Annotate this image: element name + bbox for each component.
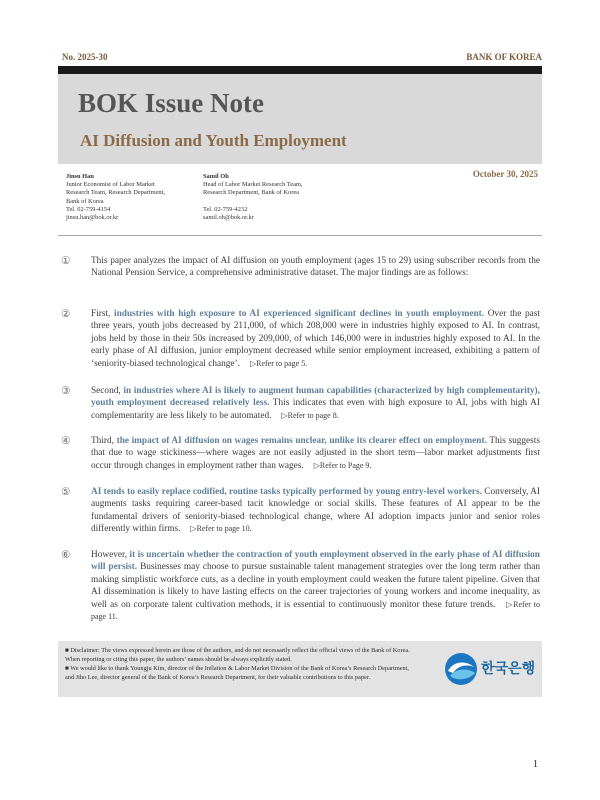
top-bar [58, 66, 542, 74]
spacer [203, 198, 343, 206]
item-number: ① [61, 256, 71, 267]
author-2 [203, 173, 343, 222]
author-role-line: Head of Labor Market Research Team, [203, 181, 303, 189]
disclaimer-text [65, 646, 417, 682]
key-finding: it is uncertain whether the contraction of youth employment observed in the early phase of AI diffusion will persist. [91, 550, 540, 573]
page-subtitle: AI Diffusion and Youth Employment [80, 131, 347, 150]
key-finding: AI tends to easily replace codified, routine tasks typically performed by young entry-level workers. [91, 487, 482, 497]
paragraph-text: This indicates that even with high exposure to AI, jobs with high AI complementarity are less likely to be automated. [91, 398, 540, 421]
divider [58, 235, 542, 236]
paragraph-lead: However, [91, 550, 130, 560]
item-number: ③ [61, 386, 71, 397]
author-name: Samil Oh [203, 173, 229, 180]
acknowledgement-line: ■ We would like to thank Youngju Kim, director of the Inflation & Labor Market Division of the Bank of Korea’s Research Department, and Jiho Lee, director general of the Bank of Korea’s Research Department, for their valuable contributions to this paper. [65, 665, 410, 681]
org-name: BANK OF KOREA [466, 52, 542, 62]
page-title: BOK Issue Note [78, 88, 265, 118]
header-row [62, 52, 542, 66]
paragraph-text: Over the past three years, youth jobs decreased by 211,000, of which 208,000 were in industries highly exposed to AI. In contrast, jobs held by those in their 50s increased by 209,000, of which 146,000 were in industries highly exposed to AI. In the early phase of AI diffusion, junior employment decreased while senior employment increased, exhibiting a pattern of ‘seniority-biased technological change’. [91, 309, 540, 369]
page-number: 1 [533, 759, 538, 770]
paragraph-text: This paper analyzes the impact of AI diffusion on youth employment (ages 15 to 29) using subscriber records from the National Pension Service, a comprehensive administrative dataset. The major findings are as follows: [91, 256, 540, 279]
author-1 [66, 173, 186, 222]
page-reference: ▷Refer to page 5. [249, 358, 308, 368]
author-role-line: Bank of Korea [66, 197, 104, 205]
disclaimer-line: ■ Disclaimer: The views expressed herein are those of the authors, and do not necessarily reflect the official views of the Bank of Korea. When reporting or citing this paper, the authors’ names should be always explicitly stated. [65, 647, 410, 663]
paragraph-lead: Third, [91, 436, 117, 446]
item-number: ④ [61, 436, 71, 447]
key-finding: the impact of AI diffusion on wages remains unclear, unlike its clearer effect on employment. [116, 436, 487, 446]
key-finding: in industries where AI is likely to augment human capabilities (characterized by high complementarity), youth employment decreased relatively less. [91, 386, 540, 409]
bank-of-korea-logo [444, 652, 554, 686]
key-finding: industries with high exposure to AI experienced significant declines in youth employment. [114, 309, 485, 319]
author-email: samil.oh@bok.or.kr [203, 213, 254, 221]
author-tel: Tel. 02-759-4232 [203, 205, 248, 213]
item-number: ⑥ [61, 550, 71, 561]
paragraph-text: Businesses may choose to pursue sustainable talent management strategies over the long term rather than making simplistic workforce cuts, as a decline in youth employment could weaken the future talent pipeline. Given that AI dissemination is likely to have lasting effects on the career trajectories of young workers and income inequality, as well as on corporate talent cultivation methods, it is essential to continuously monitor these future trends. [91, 562, 541, 610]
page-reference: ▷Refer to Page 9. [313, 460, 372, 470]
publication-date: October 30, 2025 [472, 169, 538, 179]
author-name: Jinsu Han [66, 173, 94, 180]
finding-paragraph [91, 308, 540, 370]
finding-paragraph [91, 435, 540, 472]
page-reference: ▷Refer to page 10. [190, 524, 252, 534]
disclaimer-box [58, 641, 542, 697]
paragraph-lead: Second, [91, 386, 124, 396]
paragraph-text: This suggests that due to wage stickiness—where wages are not easily adjusted in the short term—labor market adjustments first occur through changes in employment rather than wages. [91, 436, 540, 471]
item-number: ⑤ [61, 487, 71, 498]
author-role-line: Research Department, Bank of Korea [203, 189, 299, 197]
paragraph-text: Conversely, AI augments tasks requiring career-based tacit knowledge or social skills. These features of AI appear to be the fundamental drivers of seniority-biased technological change, where AI adoption impacts junior and senior roles differently within firms. [91, 487, 540, 535]
finding-paragraph [91, 549, 540, 623]
logo-wordmark: 한국은행 [481, 661, 536, 677]
author-tel: Tel. 02-759-4154 [66, 205, 111, 213]
page-reference: ▷Refer to page 11. [91, 599, 540, 622]
finding-paragraph [91, 385, 540, 422]
finding-paragraph [91, 486, 540, 536]
author-email: jinsu.han@bok.or.kr [66, 214, 119, 222]
bok-emblem-icon [444, 652, 478, 686]
author-role-line: Junior Economist of Labor Market [66, 181, 155, 189]
summary-paragraph [91, 255, 540, 280]
author-role-line: Research Team, Research Department, [66, 189, 165, 197]
title-box [58, 74, 542, 164]
paragraph-lead: First, [91, 309, 115, 319]
page-reference: ▷Refer to page 8. [281, 410, 339, 420]
issue-number: No. 2025-30 [62, 52, 108, 62]
item-number: ② [61, 309, 71, 320]
